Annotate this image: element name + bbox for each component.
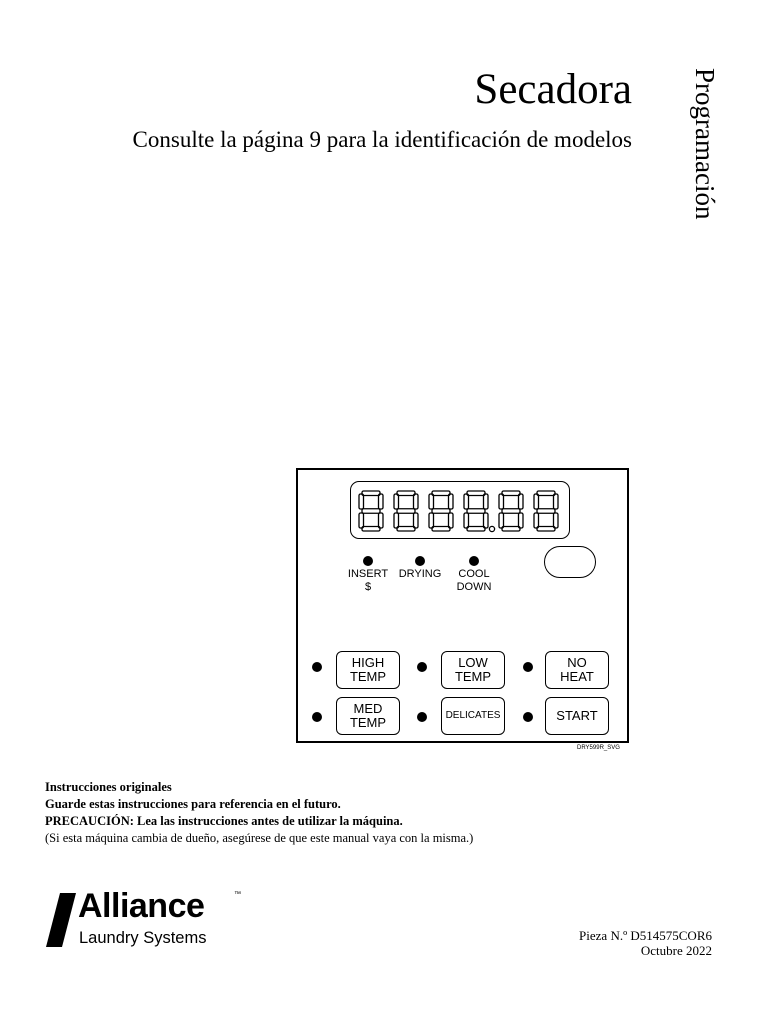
indicator-label: INSERT: [347, 568, 389, 580]
display-digit: [499, 491, 523, 531]
card-reader-oval: [544, 546, 596, 578]
display-digits: [351, 482, 571, 540]
button-led: [417, 662, 427, 672]
button-led: [312, 662, 322, 672]
part-info: [579, 928, 712, 958]
logo-trademark: ™: [234, 891, 241, 898]
ownership-note: (Si esta máquina cambia de dueño, asegúrese de que este manual vaya con la misma.): [45, 831, 474, 845]
button-led: [523, 662, 533, 672]
button-label: DELICATES: [445, 710, 501, 721]
logo-subtitle: Laundry Systems: [79, 929, 207, 947]
logo-slash-icon: [46, 893, 76, 947]
logo-name: Alliance: [78, 887, 205, 925]
button-label: START: [556, 708, 598, 723]
indicator-led: [363, 556, 373, 566]
button-label: NO: [567, 655, 587, 670]
display-digit: [359, 491, 383, 531]
button-label: TEMP: [454, 669, 492, 684]
publication-date: Octubre 2022: [640, 943, 712, 958]
figure-code: DRY599R_SVG: [577, 745, 620, 751]
button-label: TEMP: [349, 669, 387, 684]
button-label: MED: [353, 701, 383, 716]
display-digit: [464, 491, 495, 532]
control-panel-illustration: [296, 468, 629, 743]
button-led: [417, 712, 427, 722]
button-label: HEAT: [560, 669, 594, 684]
button-led: [312, 712, 322, 722]
indicator-label: DOWN: [456, 581, 492, 593]
instructions-notes: [45, 779, 473, 847]
button-led: [523, 712, 533, 722]
button-label: TEMP: [349, 715, 387, 730]
indicator-led: [415, 556, 425, 566]
indicator-cool-down: [452, 556, 496, 594]
delicates-button: [441, 697, 505, 735]
start-button: [545, 697, 609, 735]
no-heat-button: [545, 651, 609, 689]
indicator-drying: [398, 556, 442, 581]
indicator-insert: [346, 556, 390, 594]
part-number: Pieza N.º D514575COR6: [579, 928, 712, 943]
page-title: Secadora: [474, 66, 632, 113]
med-temp-button: [336, 697, 400, 735]
indicator-label: COOL: [458, 568, 490, 580]
alliance-logo: [46, 887, 246, 948]
original-instructions-note: Instrucciones originales: [45, 780, 172, 794]
keep-instructions-note: Guarde estas instrucciones para referencia en el futuro.: [45, 797, 341, 811]
button-label: HIGH: [351, 655, 385, 670]
display-digit: [394, 491, 418, 531]
indicator-label: $: [364, 581, 372, 593]
section-tab: Programación: [690, 68, 720, 220]
low-temp-button: [441, 651, 505, 689]
page-subtitle: Consulte la página 9 para la identificación de modelos: [132, 127, 632, 152]
seven-segment-display: [350, 481, 570, 539]
caution-note: PRECAUCIÓN: Lea las instrucciones antes de utilizar la máquina.: [45, 814, 403, 828]
button-label: LOW: [458, 655, 488, 670]
display-digit: [534, 491, 558, 531]
high-temp-button: [336, 651, 400, 689]
indicator-led: [469, 556, 479, 566]
indicator-label: DRYING: [398, 568, 442, 580]
display-digit: [429, 491, 453, 531]
